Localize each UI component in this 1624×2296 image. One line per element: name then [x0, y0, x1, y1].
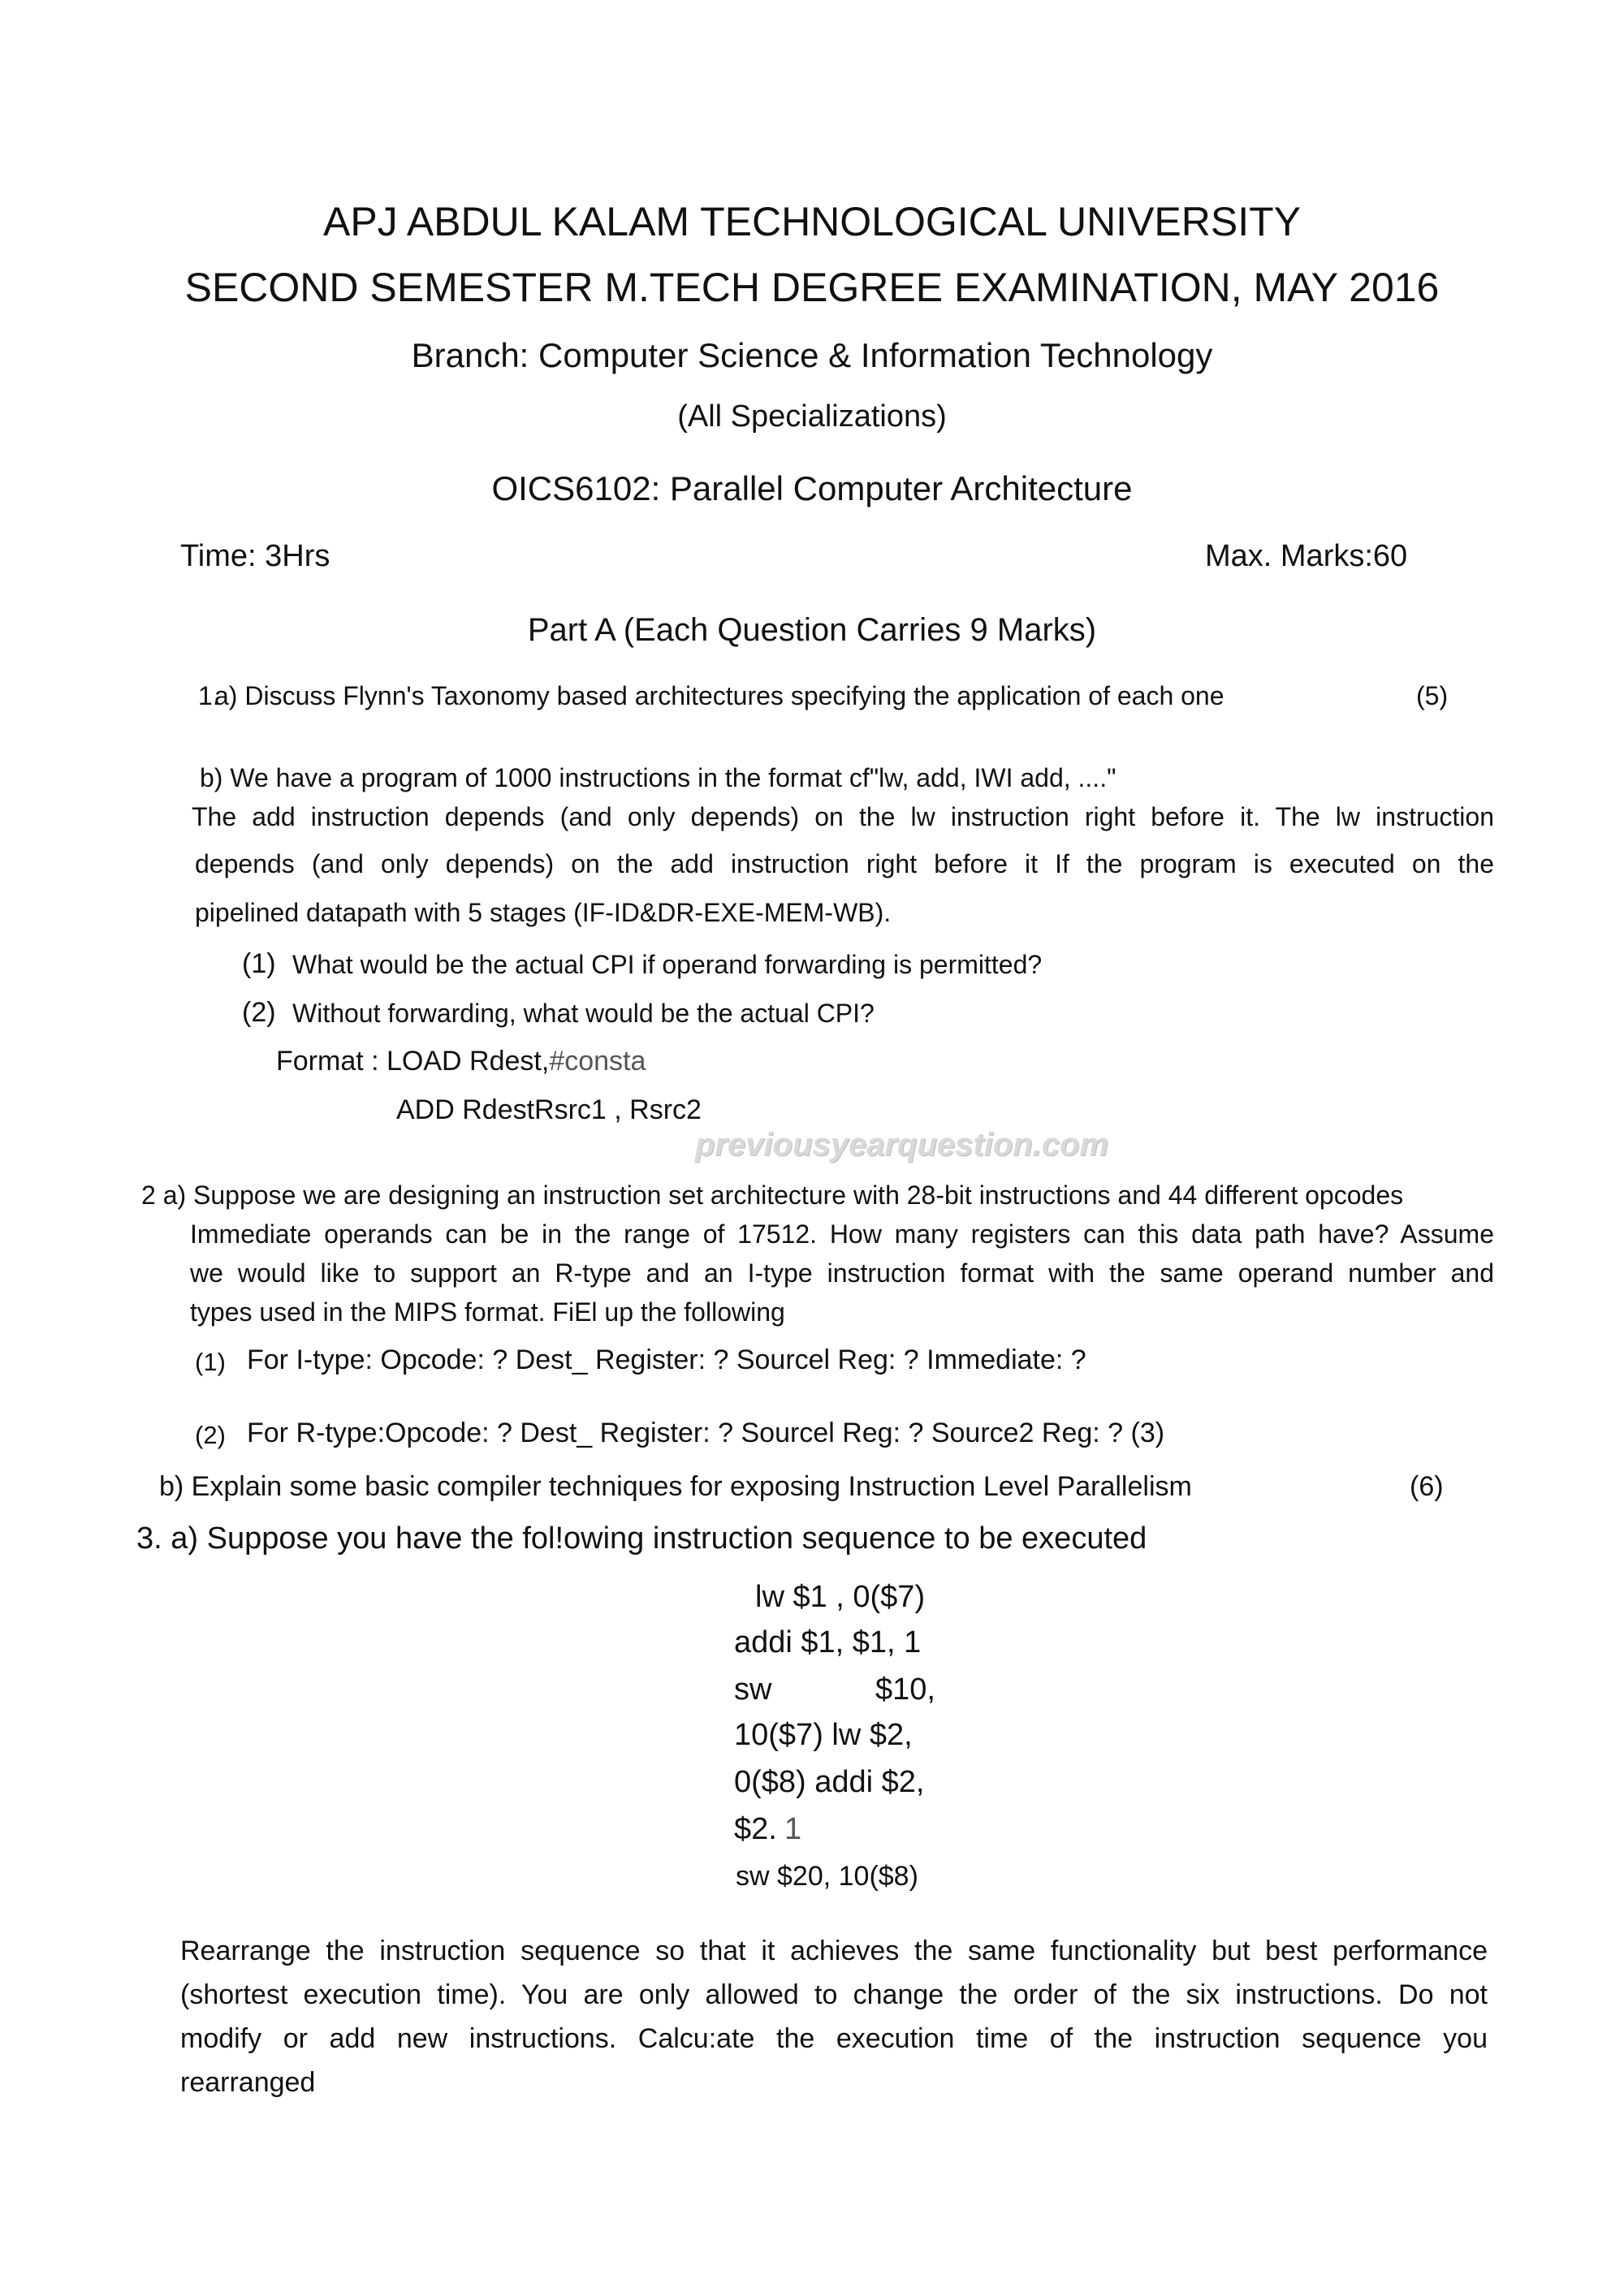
part-heading: Part A (Each Question Carries 9 Marks): [527, 612, 1097, 648]
course-title: OICS6102: Parallel Computer Architecture: [491, 469, 1133, 507]
q2a-sub-2-number: (2): [195, 1421, 226, 1449]
code-line-5: 0($8) addi $2,: [734, 1765, 925, 1799]
q1b-sub-1-number: (1): [242, 948, 276, 979]
q3a-text: 3. a) Suppose you have the fol!owing instruction sequence to be executed: [136, 1521, 1147, 1556]
q2b-text: b) Explain some basic compiler techniques for exposing Instruction Level Parallelism: [159, 1471, 1192, 1502]
format-constant: #consta: [549, 1046, 646, 1077]
format-line-1: [276, 1046, 646, 1077]
code-line-3a: sw: [734, 1672, 772, 1707]
q3-para-line-4: rearranged: [180, 2067, 316, 2098]
watermark-logo: previousyearquestion.com: [695, 1127, 1109, 1163]
code-line-4: 10($7) lw $2,: [734, 1718, 913, 1752]
code-line-2: addi $1, $1, 1: [734, 1625, 922, 1659]
code-line-6b: 1: [784, 1812, 802, 1846]
q2a-sub-1-number: (1): [195, 1348, 226, 1376]
q2a-line-1: 2 a) Suppose we are designing an instruction set architecture with 28-bit instructions and 44 different opcodes: [141, 1180, 1404, 1210]
code-line-6a: $2.: [734, 1812, 777, 1846]
exam-time: Time: 3Hrs: [180, 539, 330, 573]
max-marks: Max. Marks:60: [1205, 539, 1408, 573]
q1a-number: 1.: [198, 681, 220, 710]
q1b-sub-1-text: What would be the actual CPI if operand forwarding is permitted?: [292, 950, 1043, 979]
q1b-sub-2-number: (2): [242, 997, 276, 1028]
q1b-line-3: depends (and only depends) on the add instruction right before it If the program is executed on the: [195, 849, 1494, 878]
exam-title: SECOND SEMESTER M.TECH DEGREE EXAMINATION, MAY 2016: [184, 265, 1440, 310]
q2a-sub-1-text: For I-type: Opcode: ? Dest_ Register: ? Sourcel Reg: ? Immediate: ?: [247, 1344, 1086, 1375]
code-line-3b: $10,: [875, 1672, 935, 1707]
q2a-sub-2-text: For R-type:Opcode: ? Dest_ Register: ? Sourcel Reg: ? Source2 Reg: ? (3): [247, 1418, 1165, 1448]
code-line-7: sw $20, 10($8): [736, 1861, 918, 1892]
q1a-text: a) Discuss Flynn's Taxonomy based architectures specifying the application of each one: [214, 681, 1224, 710]
q2b-marks: (6): [1410, 1471, 1444, 1502]
q3-para-line-2: (shortest execution time). You are only allowed to change the order of the six instructions. Do not: [180, 1979, 1488, 2010]
q1b-line-2: The add instruction depends (and only depends) on the lw instruction right before it. The lw instruction: [192, 802, 1494, 831]
q2a-line-4: types used in the MIPS format. FiEl up the following: [190, 1297, 785, 1327]
q1b-line-1: b) We have a program of 1000 instructions in the format cf"lw, add, IWI add, ....": [200, 763, 1116, 792]
university-title: APJ ABDUL KALAM TECHNOLOGICAL UNIVERSITY: [322, 199, 1302, 244]
q3-para-line-3: modify or add new instructions. Calcu:ate the execution time of the instruction sequence you: [180, 2023, 1488, 2054]
q2a-line-3: we would like to support an R-type and an I-type instruction format with the same operand number and: [190, 1258, 1494, 1288]
format-prefix: Format : LOAD Rdest,: [276, 1046, 550, 1077]
q3-para-line-1: Rearrange the instruction sequence so that it achieves the same functionality but best performance: [180, 1936, 1488, 1966]
code-line-1: lw $1 , 0($7): [755, 1580, 926, 1614]
format-line-2: ADD RdestRsrc1 , Rsrc2: [396, 1094, 702, 1125]
specializations: (All Specializations): [677, 399, 947, 434]
branch: Branch: Computer Science & Information Technology: [411, 336, 1213, 374]
q1b-sub-2-text: Without forwarding, what would be the actual CPI?: [292, 999, 875, 1028]
q1b-line-4: pipelined datapath with 5 stages (IF-ID&DR-EXE-MEM-WB).: [195, 898, 892, 927]
q2a-line-2: Immediate operands can be in the range of 17512. How many registers can this data path have? Assume: [190, 1219, 1494, 1249]
q1a-marks: (5): [1416, 681, 1449, 710]
